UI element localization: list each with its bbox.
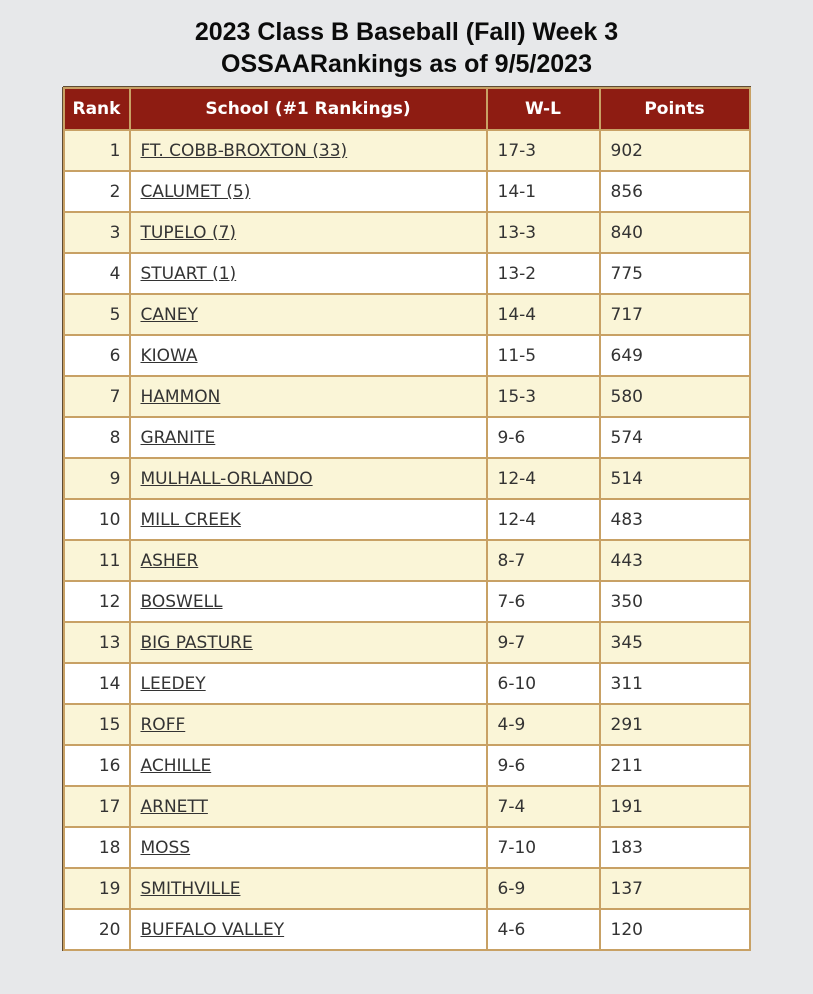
table-row — [64, 253, 750, 294]
points-cell: 311 — [600, 663, 750, 704]
points-cell: 443 — [600, 540, 750, 581]
points-cell: 183 — [600, 827, 750, 868]
school-cell — [130, 540, 487, 581]
school-link[interactable]: ACHILLE — [140, 755, 212, 776]
points-cell: 717 — [600, 294, 750, 335]
rank-cell: 6 — [64, 335, 130, 376]
points-cell: 291 — [600, 704, 750, 745]
rank-cell: 7 — [64, 376, 130, 417]
rank-cell: 11 — [64, 540, 130, 581]
school-link[interactable]: ASHER — [140, 550, 199, 571]
school-link[interactable]: STUART (1) — [140, 263, 237, 284]
rank-cell: 10 — [64, 499, 130, 540]
points-cell: 856 — [600, 171, 750, 212]
rank-cell: 1 — [64, 130, 130, 171]
school-link[interactable]: MULHALL-ORLANDO — [140, 468, 313, 489]
wl-cell: 12-4 — [487, 458, 600, 499]
table-row — [64, 171, 750, 212]
wl-cell: 14-4 — [487, 294, 600, 335]
wl-cell: 7-4 — [487, 786, 600, 827]
school-cell — [130, 253, 487, 294]
points-cell: 191 — [600, 786, 750, 827]
table-row — [64, 499, 750, 540]
school-cell — [130, 171, 487, 212]
points-cell: 840 — [600, 212, 750, 253]
points-cell: 902 — [600, 130, 750, 171]
wl-cell: 9-6 — [487, 745, 600, 786]
table-row — [64, 294, 750, 335]
page-title-line1: 2023 Class B Baseball (Fall) Week 3 — [194, 18, 619, 46]
rank-cell: 14 — [64, 663, 130, 704]
school-link[interactable]: LEEDEY — [140, 673, 206, 694]
school-link[interactable]: SMITHVILLE — [140, 878, 241, 899]
page-title-line2: OSSAARankings as of 9/5/2023 — [221, 50, 592, 78]
school-link[interactable]: CANEY — [140, 304, 198, 325]
wl-cell: 12-4 — [487, 499, 600, 540]
table-row — [64, 581, 750, 622]
column-header-school: School (#1 Rankings) — [130, 88, 487, 130]
school-cell — [130, 745, 487, 786]
table-row — [64, 335, 750, 376]
header-row — [64, 88, 750, 130]
school-link[interactable]: BUFFALO VALLEY — [140, 919, 285, 940]
table-row — [64, 663, 750, 704]
school-cell — [130, 417, 487, 458]
points-cell: 345 — [600, 622, 750, 663]
rank-cell: 17 — [64, 786, 130, 827]
rank-cell: 3 — [64, 212, 130, 253]
school-link[interactable]: KIOWA — [140, 345, 198, 366]
table-row — [64, 786, 750, 827]
school-cell — [130, 704, 487, 745]
wl-cell: 4-9 — [487, 704, 600, 745]
column-header-rank: Rank — [64, 88, 130, 130]
points-cell: 137 — [600, 868, 750, 909]
rankings-table — [63, 87, 751, 951]
wl-cell: 7-6 — [487, 581, 600, 622]
column-header-wl: W-L — [487, 88, 600, 130]
table-row — [64, 622, 750, 663]
school-cell — [130, 868, 487, 909]
rank-cell: 12 — [64, 581, 130, 622]
rank-cell: 4 — [64, 253, 130, 294]
school-cell — [130, 376, 487, 417]
wl-cell: 11-5 — [487, 335, 600, 376]
rank-cell: 18 — [64, 827, 130, 868]
school-link[interactable]: GRANITE — [140, 427, 216, 448]
rank-cell: 19 — [64, 868, 130, 909]
school-cell — [130, 622, 487, 663]
wl-cell: 15-3 — [487, 376, 600, 417]
wl-cell: 14-1 — [487, 171, 600, 212]
points-cell: 514 — [600, 458, 750, 499]
school-cell — [130, 458, 487, 499]
wl-cell: 13-2 — [487, 253, 600, 294]
school-cell — [130, 909, 487, 950]
rank-cell: 20 — [64, 909, 130, 950]
rank-cell: 16 — [64, 745, 130, 786]
wl-cell: 17-3 — [487, 130, 600, 171]
points-cell: 775 — [600, 253, 750, 294]
points-cell: 211 — [600, 745, 750, 786]
school-link[interactable]: ROFF — [140, 714, 186, 735]
school-cell — [130, 294, 487, 335]
table-row — [64, 376, 750, 417]
school-cell — [130, 663, 487, 704]
wl-cell: 6-9 — [487, 868, 600, 909]
wl-cell: 9-7 — [487, 622, 600, 663]
school-link[interactable]: FT. COBB-BROXTON (33) — [140, 140, 348, 161]
rank-cell: 13 — [64, 622, 130, 663]
table-row — [64, 868, 750, 909]
school-cell — [130, 335, 487, 376]
points-cell: 120 — [600, 909, 750, 950]
wl-cell: 8-7 — [487, 540, 600, 581]
school-cell — [130, 130, 487, 171]
points-cell: 574 — [600, 417, 750, 458]
table-row — [64, 212, 750, 253]
points-cell: 483 — [600, 499, 750, 540]
school-link[interactable]: MILL CREEK — [140, 509, 241, 530]
school-cell — [130, 827, 487, 868]
rank-cell: 9 — [64, 458, 130, 499]
table-header — [64, 88, 750, 130]
table-row — [64, 130, 750, 171]
table-row — [64, 458, 750, 499]
table-row — [64, 417, 750, 458]
table-row — [64, 704, 750, 745]
column-header-points: Points — [600, 88, 750, 130]
table-row — [64, 745, 750, 786]
points-cell: 649 — [600, 335, 750, 376]
school-cell — [130, 212, 487, 253]
rank-cell: 8 — [64, 417, 130, 458]
table-body — [64, 130, 750, 950]
school-link[interactable]: BOSWELL — [140, 591, 223, 612]
points-cell: 350 — [600, 581, 750, 622]
school-link[interactable]: ARNETT — [140, 796, 208, 817]
wl-cell: 4-6 — [487, 909, 600, 950]
school-cell — [130, 581, 487, 622]
page-title — [0, 0, 813, 80]
table-row — [64, 909, 750, 950]
rank-cell: 2 — [64, 171, 130, 212]
school-link[interactable]: HAMMON — [140, 386, 221, 407]
table-row — [64, 540, 750, 581]
school-link[interactable]: BIG PASTURE — [140, 632, 253, 653]
wl-cell: 7-10 — [487, 827, 600, 868]
rank-cell: 15 — [64, 704, 130, 745]
table-row — [64, 827, 750, 868]
school-link[interactable]: MOSS — [140, 837, 191, 858]
wl-cell: 6-10 — [487, 663, 600, 704]
school-link[interactable]: CALUMET (5) — [140, 181, 251, 202]
school-link[interactable]: TUPELO (7) — [140, 222, 237, 243]
wl-cell: 13-3 — [487, 212, 600, 253]
wl-cell: 9-6 — [487, 417, 600, 458]
school-cell — [130, 786, 487, 827]
rank-cell: 5 — [64, 294, 130, 335]
points-cell: 580 — [600, 376, 750, 417]
school-cell — [130, 499, 487, 540]
